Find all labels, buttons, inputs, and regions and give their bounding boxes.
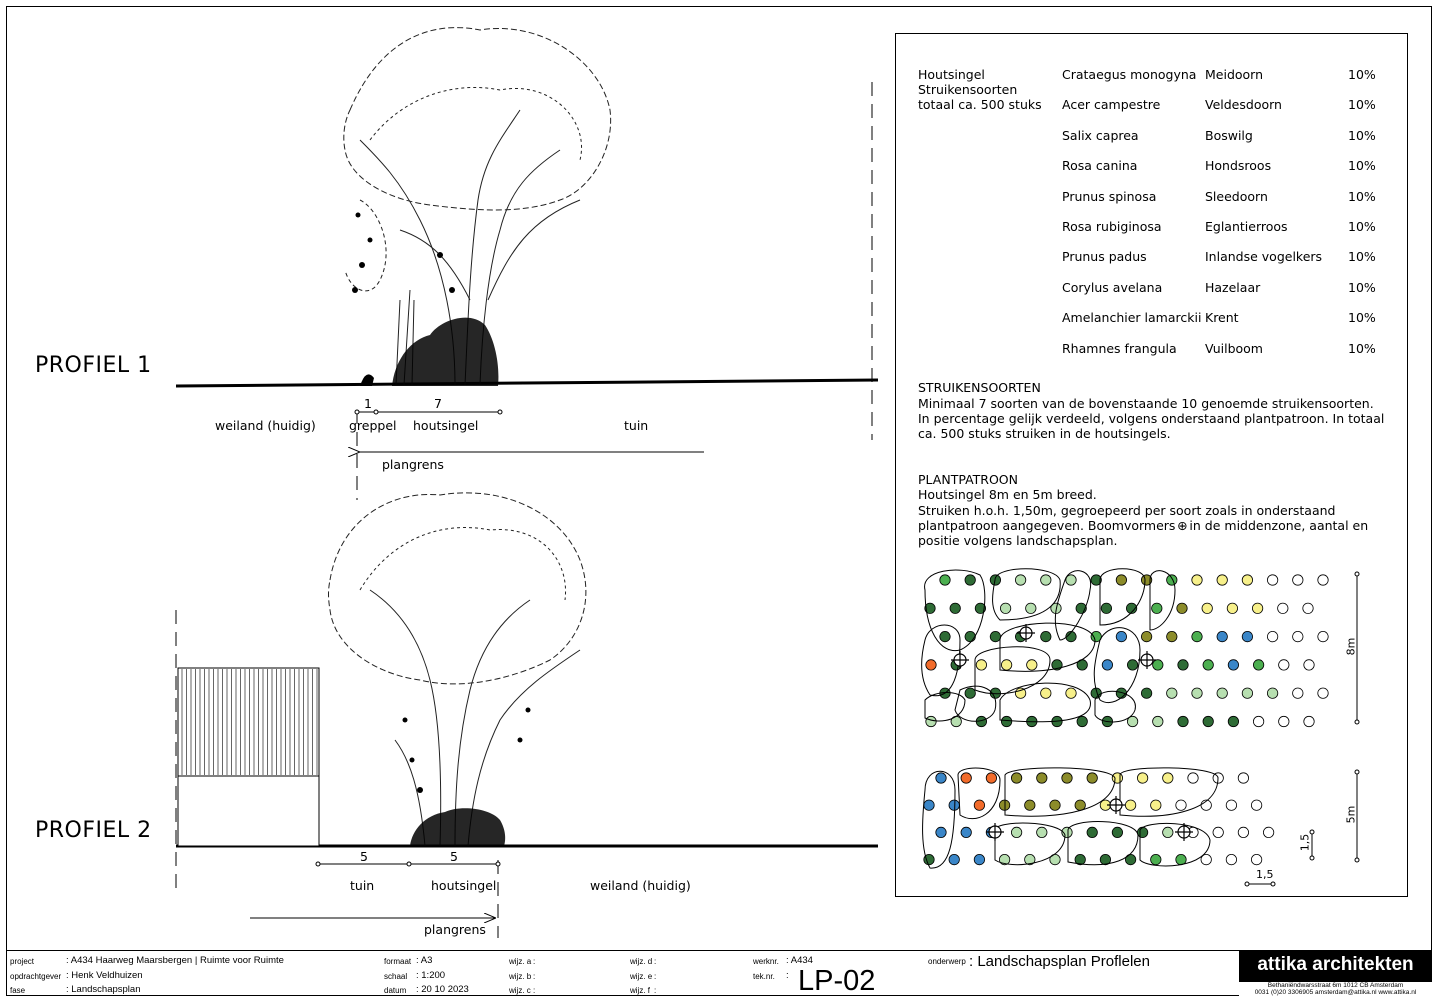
label-tuin: tuin — [350, 878, 375, 893]
shrub-dot — [1127, 660, 1137, 670]
shrub-dot — [1242, 575, 1252, 585]
plantpatroon-line3: in de middenzone, aantal en positie volgens landschapsplan. — [918, 518, 1369, 548]
shrub-dot — [1304, 716, 1314, 726]
dim-8m-end — [1355, 720, 1359, 724]
shrub-dot — [1318, 631, 1328, 641]
shrub-dot — [1228, 716, 1238, 726]
onderwerp-key: onderwerp — [928, 957, 966, 966]
shrub-dot — [1217, 688, 1227, 698]
wijz-f-key: wijz. f — [630, 986, 650, 995]
shrub-dot — [1217, 575, 1227, 585]
shrub-dot — [1101, 603, 1111, 613]
shrub-dot — [1050, 800, 1060, 810]
shrub-dot — [1293, 575, 1303, 585]
shrub-dot — [1226, 800, 1236, 810]
label-houtsingel: houtsingel — [431, 878, 497, 893]
shrub-dot — [1087, 827, 1097, 837]
teknr-value: : — [786, 970, 789, 981]
shrub-dot — [1027, 660, 1037, 670]
shrub-dot — [1263, 827, 1273, 837]
species-latin: Corylus avelana — [1062, 279, 1163, 295]
shrub-dot — [1242, 688, 1252, 698]
shrub-dot — [1041, 631, 1051, 641]
shrub-dot — [961, 827, 971, 837]
dim-15-horizontal-end — [1245, 882, 1249, 886]
shrub-dot — [1025, 800, 1035, 810]
shrub-dot — [1011, 773, 1021, 783]
opdrachtgever-key: opdrachtgever — [10, 972, 62, 981]
species-latin: Prunus padus — [1062, 249, 1147, 265]
dim-15-vertical-label: 1,5 — [1298, 833, 1312, 852]
species-latin: Prunus spinosa — [1062, 188, 1157, 204]
shrub-dot — [1066, 688, 1076, 698]
dim-houtsingel: 5 — [450, 849, 458, 864]
shrub-dot — [1167, 575, 1177, 585]
shrub-dot — [1217, 631, 1227, 641]
firm-address-line1: Bethaniëndwarsstraat 6m 1012 CB Amsterdam — [1267, 982, 1404, 989]
shrub-dot — [926, 660, 936, 670]
shrub-dot — [1267, 688, 1277, 698]
species-latin: Rhamnes frangula — [1062, 340, 1177, 356]
wijz-c-value: : — [533, 986, 536, 995]
shrub-dot — [965, 575, 975, 585]
shrub-dot — [1000, 603, 1010, 613]
wijz-e-value: : — [654, 972, 657, 981]
species-pct: 10% — [1348, 249, 1376, 265]
shrub-dot — [1203, 660, 1213, 670]
shrub-dot — [1041, 688, 1051, 698]
shrub-dot — [1251, 800, 1261, 810]
label-plangrens: plangrens — [424, 922, 486, 937]
title-block — [6, 950, 1432, 997]
dim-tuin: 5 — [360, 849, 368, 864]
shrub-dot — [1137, 773, 1147, 783]
species-pct: 10% — [1348, 127, 1376, 143]
datum-value: : 20 10 2023 — [416, 984, 469, 995]
schaal-key: schaal — [384, 972, 408, 981]
dim-15-horizontal-label: 1,5 — [1256, 868, 1274, 881]
shrub-dot — [965, 688, 975, 698]
shrub-dot — [1253, 716, 1263, 726]
species-pct: 10% — [1348, 219, 1376, 234]
shrub-dot — [1116, 631, 1126, 641]
label-greppel: greppel — [349, 418, 397, 433]
shrub-dot — [1226, 854, 1236, 864]
shrub-dot — [1062, 773, 1072, 783]
shrub-dot — [926, 716, 936, 726]
species-pct: 10% — [1348, 67, 1376, 82]
species-latin: Salix caprea — [1062, 127, 1139, 143]
shrub-dot — [1001, 716, 1011, 726]
shrub-dot — [1125, 854, 1135, 864]
werknr-value: : A434 — [786, 955, 813, 966]
firm-name: attika architekten — [1257, 954, 1414, 975]
species-pct: 10% — [1348, 310, 1376, 326]
shrub-dot — [1075, 800, 1085, 810]
wijz-f-value: : — [654, 986, 657, 995]
shrub-dot — [1151, 854, 1161, 864]
label-weiland: weiland (huidig) — [215, 418, 316, 433]
shrub-dot — [986, 773, 996, 783]
shrub-dot — [1037, 827, 1047, 837]
wijz-b-value: : — [533, 972, 536, 981]
species-latin: Amelanchier lamarckii — [1062, 310, 1202, 326]
shrub-dot — [1077, 716, 1087, 726]
shrub-dot — [1167, 631, 1177, 641]
shrub-group-outline — [923, 771, 955, 868]
shrub-dot — [1202, 603, 1212, 613]
wijz-a-value: : — [533, 957, 536, 966]
formaat-value: : A3 — [416, 955, 433, 966]
shrub-dot — [1026, 603, 1036, 613]
shrub-dot — [1267, 631, 1277, 641]
shrub-dot — [1279, 660, 1289, 670]
teknr-key: tek.nr. — [753, 972, 775, 981]
wijz-b-key: wijz. b — [509, 972, 532, 981]
species-dutch: Vuilboom — [1205, 340, 1263, 356]
shrub-dot — [1176, 800, 1186, 810]
shrub-dot — [1163, 773, 1173, 783]
label-houtsingel: houtsingel — [413, 418, 479, 433]
opdrachtgever-value: : Henk Veldhuizen — [66, 970, 143, 981]
shrub-dot — [1242, 631, 1252, 641]
shrub-dot — [1001, 660, 1011, 670]
species-pct: 10% — [1348, 188, 1376, 204]
schaal-value: : 1:200 — [416, 970, 446, 981]
shrub-dot — [1192, 688, 1202, 698]
shrub-dot — [1304, 660, 1314, 670]
wijz-e-key: wijz. e — [630, 972, 653, 981]
shrub-dot — [1112, 773, 1122, 783]
shrub-dot — [1227, 603, 1237, 613]
dim-houtsingel: 7 — [434, 396, 442, 411]
shrub-dot — [1213, 827, 1223, 837]
shrub-dot — [1318, 575, 1328, 585]
dim-15-horizontal-end — [1271, 882, 1275, 886]
shrub-dot — [1041, 575, 1051, 585]
datum-key: datum — [384, 986, 407, 995]
shrub-dot — [1279, 716, 1289, 726]
shrub-dot — [1318, 688, 1328, 698]
species-latin: Rosa canina — [1062, 158, 1138, 174]
plantpatroon-title: PLANTPATROON — [918, 472, 1018, 487]
shrub-dot — [976, 660, 986, 670]
dim-8m-end — [1355, 572, 1359, 576]
struiken-text: Minimaal 7 soorten van de bovenstaande 10 genoemde struikensoorten. In percentage gelijk verdeeld, volgens onderstaand plantpatroon. In totaal ca. 500 stuks struiken in de houtsingels. — [918, 396, 1385, 441]
shrub-dot — [924, 800, 934, 810]
species-dutch: Boswilg — [1205, 127, 1253, 143]
project-value: : A434 Haarweg Maarsbergen | Ruimte voor Ruimte — [66, 955, 284, 966]
dim-15-vertical-end — [1310, 856, 1314, 860]
dim-8m-label: 8m — [1344, 637, 1358, 656]
species-dutch: Inlandse vogelkers — [1205, 249, 1323, 265]
shrub-dot — [1238, 827, 1248, 837]
project-key: project — [10, 957, 35, 966]
wijz-a-key: wijz. a — [509, 957, 532, 966]
shrub-dot — [1303, 603, 1313, 613]
shrub-dot — [936, 827, 946, 837]
dim-greppel: 1 — [364, 396, 372, 411]
species-latin: Acer campestre — [1062, 97, 1161, 113]
firm-address — [1239, 982, 1432, 997]
species-latin: Rosa rubiginosa — [1062, 219, 1162, 234]
dim-5m-label: 5m — [1344, 805, 1358, 824]
shrub-dot — [1176, 854, 1186, 864]
shrub-dot — [1011, 827, 1021, 837]
shrub-dot — [1163, 827, 1173, 837]
shrub-dot — [1293, 688, 1303, 698]
label-plangrens: plangrens — [382, 457, 444, 472]
species-dutch: Meidoorn — [1205, 67, 1264, 82]
shrub-dot — [1151, 800, 1161, 810]
profile1-title: PROFIEL 1 — [35, 353, 152, 378]
shrub-dot — [990, 631, 1000, 641]
shrub-dot — [1203, 716, 1213, 726]
fase-value: : Landschapsplan — [66, 984, 141, 995]
shrub-dot — [1293, 631, 1303, 641]
shrub-dot — [1177, 603, 1187, 613]
shrub-dot — [1178, 716, 1188, 726]
wijz-d-key: wijz. d — [630, 957, 653, 966]
species-dutch: Sleedoorn — [1205, 188, 1268, 204]
species-dutch: Hondsroos — [1205, 158, 1272, 174]
struiken-title: STRUIKENSOORTEN — [918, 380, 1041, 395]
shrub-dot — [961, 773, 971, 783]
shrub-dot — [1252, 603, 1262, 613]
shrub-dot — [1192, 575, 1202, 585]
shrub-dot — [1116, 575, 1126, 585]
shrub-dot — [974, 854, 984, 864]
species-pct: 10% — [1348, 279, 1376, 295]
species-pct: 10% — [1348, 158, 1376, 174]
shrub-dot — [1037, 773, 1047, 783]
species-pct: 10% — [1348, 340, 1376, 356]
firm-address-line2: 0031 (0)20 3306905 amsterdam@attika.nl www.attika.nl — [1254, 989, 1417, 996]
shrub-dot — [1228, 660, 1238, 670]
species-dutch: Krent — [1205, 310, 1239, 326]
shrub-dot — [1253, 660, 1263, 670]
shrub-dot — [1278, 603, 1288, 613]
shrub-dot — [1192, 631, 1202, 641]
species-latin: Crataegus monogyna — [1062, 67, 1197, 82]
wijz-c-key: wijz. c — [509, 986, 531, 995]
shrub-group-outline — [1005, 768, 1115, 816]
shrub-dot — [1267, 575, 1277, 585]
plantpatroon-line2: Struiken h.o.h. 1,50m, gegroepeerd per soort zoals in onderstaand plantpatroon aangegeven. Boomvormers — [918, 503, 1336, 533]
shrub-dot — [1167, 688, 1177, 698]
label-weiland: weiland (huidig) — [590, 878, 691, 893]
species-dutch: Hazelaar — [1205, 279, 1261, 295]
shrub-dot — [1152, 603, 1162, 613]
tree-marker-icon: ⊕ — [1177, 518, 1188, 533]
shrub-dot — [1141, 688, 1151, 698]
shrub-dot — [974, 800, 984, 810]
label-tuin: tuin — [624, 418, 649, 433]
species-dutch: Veldesdoorn — [1205, 97, 1282, 113]
shrub-dot — [1153, 716, 1163, 726]
werknr-key: werknr. — [753, 957, 779, 966]
shrub-dot — [1238, 773, 1248, 783]
species-dutch: Eglantierroos — [1205, 219, 1288, 234]
shrub-dot — [1153, 660, 1163, 670]
shrub-dot — [1102, 660, 1112, 670]
dim-5m-end — [1355, 858, 1359, 862]
shrub-dot — [936, 773, 946, 783]
shrub-dot — [940, 575, 950, 585]
shrub-dot — [1188, 773, 1198, 783]
species-pct: 10% — [1348, 97, 1376, 113]
shrub-dot — [1125, 800, 1135, 810]
formaat-key: formaat — [384, 957, 412, 966]
profile2-title: PROFIEL 2 — [35, 818, 152, 843]
shrub-dot — [1137, 827, 1147, 837]
dim-5m-end — [1355, 770, 1359, 774]
shrub-dot — [965, 631, 975, 641]
shrub-dot — [940, 631, 950, 641]
shrub-dot — [949, 854, 959, 864]
firm-block — [1239, 951, 1432, 997]
shrub-group-outline — [975, 647, 1050, 694]
plantpatroon-line1: Houtsingel 8m en 5m breed. — [918, 487, 1097, 502]
shrub-dot — [1112, 827, 1122, 837]
drawing-number: LP-02 — [798, 965, 876, 997]
shrub-dot — [1087, 773, 1097, 783]
shrub-dot — [1251, 854, 1261, 864]
shrub-dot — [950, 603, 960, 613]
wijz-d-value: : — [654, 957, 657, 966]
shrub-dot — [1141, 631, 1151, 641]
fase-key: fase — [10, 986, 26, 995]
shrub-dot — [1178, 660, 1188, 670]
shrub-dot — [1015, 575, 1025, 585]
onderwerp-value: : Landschapsplan Proflelen — [969, 953, 1150, 970]
legend-heading: Houtsingel Struikensoorten totaal ca. 500 stuks — [918, 67, 1042, 112]
